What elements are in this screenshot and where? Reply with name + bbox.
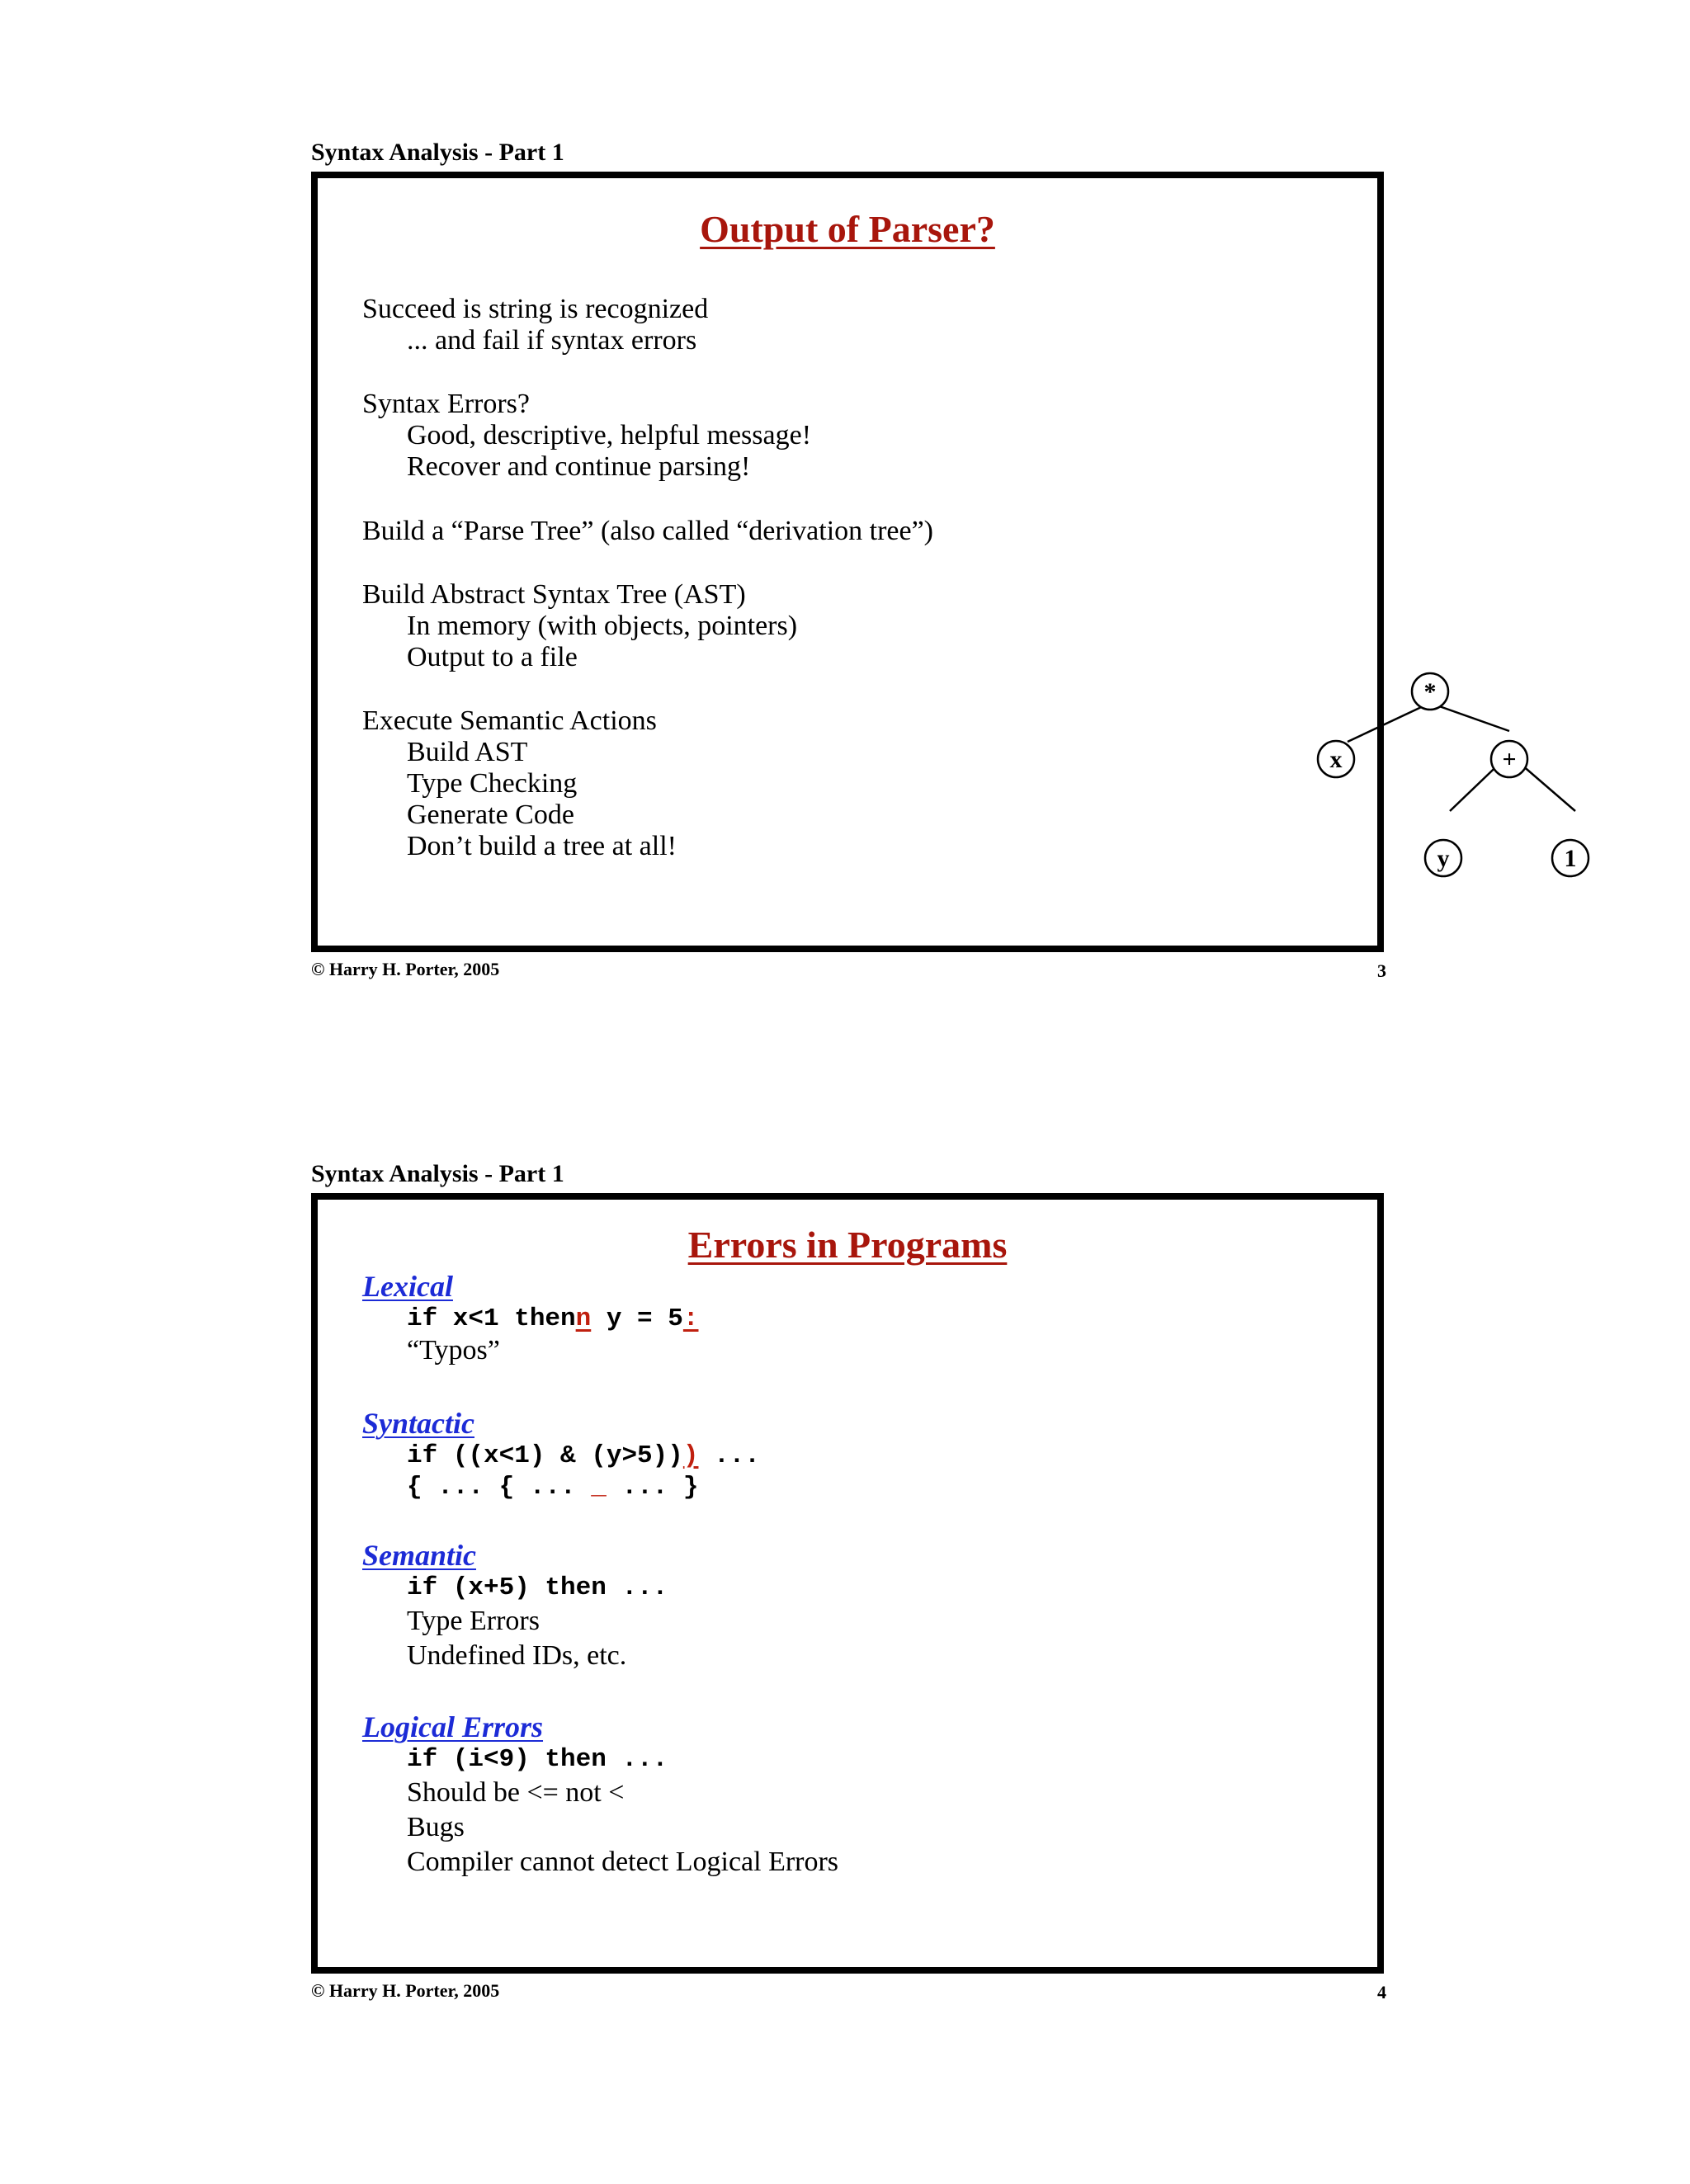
sub-bullet-line: ... and fail if syntax errors: [407, 325, 697, 356]
sub-bullet-line: Generate Code: [407, 800, 574, 830]
bullet-line: Syntax Errors?: [362, 389, 531, 419]
sub-bullet-line: Build AST: [407, 737, 528, 767]
sub-bullet-line: Good, descriptive, helpful message!: [407, 420, 812, 450]
error-marker: :: [682, 1304, 699, 1333]
note-line: Undefined IDs, etc.: [407, 1640, 627, 1671]
code-text: y = 5: [591, 1304, 683, 1333]
note-line: Bugs: [407, 1812, 465, 1842]
tree-edge: [1348, 703, 1430, 742]
code-text: ... }: [606, 1473, 699, 1502]
section-heading-lexical: Lexical: [362, 1270, 453, 1303]
slide-header: Syntax Analysis - Part 1: [311, 139, 564, 166]
slide-title: Output of Parser?: [700, 208, 995, 250]
bullet-line: Succeed is string is recognized: [362, 294, 709, 324]
sub-bullet-line: Output to a file: [407, 642, 578, 672]
code-line: [407, 1472, 698, 1503]
slide-frame: [311, 172, 1577, 952]
tree-node-x: [1318, 741, 1354, 777]
page-number: 4: [1377, 1982, 1386, 2002]
tree-edge: [1430, 703, 1509, 731]
section-heading-semantic: Semantic: [362, 1539, 477, 1572]
error-marker: ): [682, 1441, 699, 1470]
tree-node-times: [1412, 673, 1448, 710]
section-heading-logical: Logical Errors: [362, 1710, 544, 1743]
bullet-line: Execute Semantic Actions: [362, 705, 657, 736]
tree-node-plus: [1491, 741, 1527, 777]
page-number: 3: [1377, 960, 1386, 981]
code-line: if (x+5) then ...: [407, 1573, 668, 1602]
copyright-footer: © Harry H. Porter, 2005: [311, 1980, 500, 2001]
section-heading-syntactic: Syntactic: [362, 1407, 474, 1440]
sub-bullet-line: In memory (with objects, pointers): [407, 611, 798, 641]
code-text: if x<1 then: [407, 1304, 576, 1333]
note-line: Should be <= not <: [407, 1777, 625, 1808]
note-line: Type Errors: [407, 1606, 540, 1636]
code-text: if ((x<1) & (y>5)): [407, 1441, 683, 1470]
ast-tree-diagram: [1308, 665, 1605, 896]
tree-node-label: 1: [1564, 845, 1577, 872]
sub-bullet-line: Type Checking: [407, 768, 578, 799]
slide-header: Syntax Analysis - Part 1: [311, 1160, 564, 1187]
slide-frame: [311, 1193, 1384, 1974]
code-text: ...: [698, 1441, 760, 1470]
sub-bullet-line: Don’t build a tree at all!: [407, 831, 677, 861]
error-marker: n: [575, 1304, 592, 1333]
slide-title: Errors in Programs: [687, 1224, 1008, 1266]
code-text: { ... { ...: [407, 1473, 592, 1502]
bullet-line: Build Abstract Syntax Tree (AST): [362, 579, 746, 610]
code-line: [407, 1441, 760, 1472]
code-line: if (i<9) then ...: [407, 1745, 668, 1774]
note-line: “Typos”: [407, 1335, 500, 1366]
error-marker: _: [591, 1473, 607, 1502]
tree-node-one: [1552, 840, 1589, 876]
note-line: Compiler cannot detect Logical Errors: [407, 1847, 839, 1877]
tree-node-label: y: [1437, 845, 1450, 872]
tree-node-y: [1425, 840, 1461, 876]
sub-bullet-line: Recover and continue parsing!: [407, 451, 751, 482]
code-line: [407, 1304, 698, 1335]
tree-node-label: +: [1502, 746, 1517, 773]
copyright-footer: © Harry H. Porter, 2005: [311, 959, 500, 979]
bullet-line: Build a “Parse Tree” (also called “derivation tree”): [362, 516, 934, 546]
tree-node-label: x: [1329, 746, 1343, 773]
tree-node-label: *: [1423, 678, 1437, 705]
